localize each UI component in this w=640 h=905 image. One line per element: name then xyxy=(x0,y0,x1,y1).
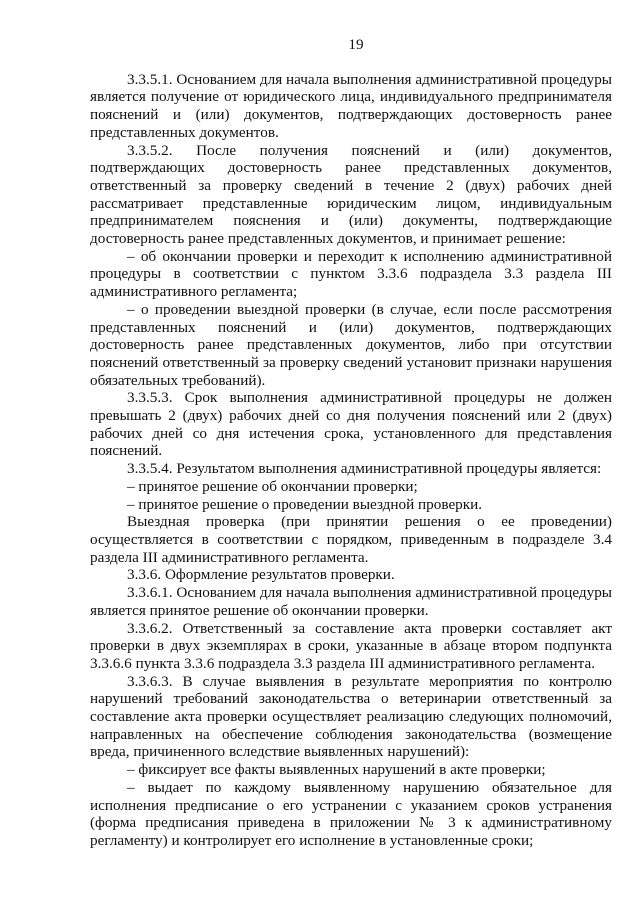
page-number: 19 xyxy=(348,36,364,53)
paragraph-3-3-5-3: 3.3.5.3. Срок выполнения административной процедуры не должен превышать 2 (двух) рабочих дней со дня получения пояснений или 2 (двух) рабочих дней со дня истечения срока, установленного для представления пояснений. xyxy=(90,389,612,460)
paragraph-3-3-6-2: 3.3.6.2. Ответственный за составление акта проверки составляет акт проверки в двух экземплярах в сроки, указанные в абзаце втором подпункта 3.3.6.6 пункта 3.3.6 подраздела 3.3 раздела III административного регламента. xyxy=(90,619,612,672)
paragraph-3-3-6-3: 3.3.6.3. В случае выявления в результате мероприятия по контролю нарушений требований законодательства о ветеринарии ответственный за составление акта проверки осуществляет реализацию следующих полномочий, направленных на обеспечение соблюдения законодательства (возмещение вреда, причиненного вследствие выявленных нарушений): xyxy=(90,672,612,761)
paragraph-3-3-6: 3.3.6. Оформление результатов проверки. xyxy=(127,566,395,584)
paragraph-3-3-5-1: 3.3.5.1. Основанием для начала выполнения административной процедуры является получение от юридического лица, индивидуального предпринимателя пояснений и (или) документов, подтверждающих достоверность ранее представленных документов. xyxy=(90,70,612,141)
paragraph-3-3-5-2: 3.3.5.2. После получения пояснений и (или) документов, подтверждающих достоверность ранее представленных документов, ответственный за проверку сведений в течение 2 (двух) рабочих дней рассматривает представленные юридическим лицом, индивидуальным предпринимателем пояснения и (или) документы, подтверждающие достоверность ранее представленных документов, и принимает решение: xyxy=(90,141,612,248)
list-item-field-inspection: – о проведении выездной проверки (в случае, если после рассмотрения представленных пояснений и (или) документов, подтверждающих достоверность ранее представленных документов, либо при отсутствии пояснений ответственный за проверку сведений установит признаки нарушения обязательных требований). xyxy=(90,300,612,389)
paragraph-3-3-6-1: 3.3.6.1. Основанием для начала выполнения административной процедуры является принятое решение об окончании проверки. xyxy=(90,584,612,619)
list-item-record-violations: – фиксирует все факты выявленных нарушений в акте проверки; xyxy=(127,761,546,779)
document-page xyxy=(90,36,612,850)
list-item-issue-prescription: – выдает по каждому выявленному нарушению обязательное для исполнения предписание о его устранении с указанием сроков устранения (форма предписания приведена в приложении № 3 к административному регламенту) и контролирует его исполнение в установленные сроки; xyxy=(90,778,612,849)
paragraph-3-3-5-4: 3.3.5.4. Результатом выполнения административной процедуры является: xyxy=(127,460,602,478)
list-item-end-of-inspection: – об окончании проверки и переходит к исполнению административной процедуры в соответствии с пунктом 3.3.6 подраздела 3.3 раздела III административного регламента; xyxy=(90,247,612,301)
list-item-decision-end: – принятое решение об окончании проверки; xyxy=(127,477,418,495)
paragraph-field-inspection: Выездная проверка (при принятии решения о ее проведении) осуществляется в соответствии с порядком, приведенным в подразделе 3.4 раздела III административного регламента. xyxy=(90,513,612,566)
list-item-decision-field: – принятое решение о проведении выездной проверки. xyxy=(127,495,483,513)
